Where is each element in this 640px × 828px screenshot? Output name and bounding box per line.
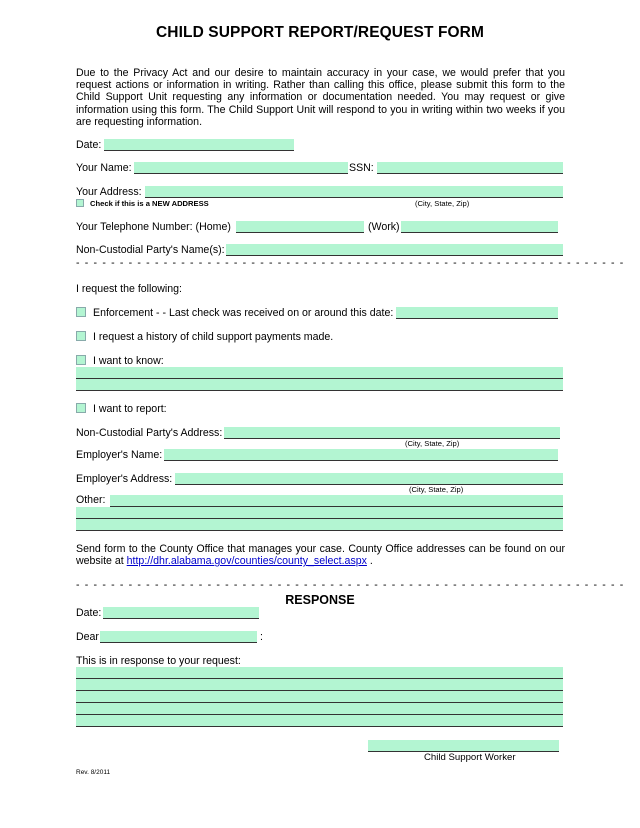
address-field[interactable] (145, 186, 563, 198)
ncp-names-field[interactable] (226, 244, 563, 256)
enforcement-label: Enforcement - - Last check was received on or around this date: (93, 307, 394, 319)
phone-work-field[interactable] (401, 221, 558, 233)
phone-work-label: (Work) (368, 221, 400, 233)
divider-top: - - - - - - - - - - - - - - - - - - - - - - - - - - - - - - - - - - - - - - - - - - - - - - - - - - - - - - - - - - - - - - - (76, 257, 625, 269)
history-checkbox[interactable] (76, 331, 86, 341)
response-line-4[interactable] (76, 703, 563, 715)
dear-colon: : (260, 631, 263, 643)
employer-address-label: Employer's Address: (76, 473, 173, 485)
want-to-know-label: I want to know: (93, 355, 164, 367)
divider-response: - - - - - - - - - - - - - - - - - - - - - - - - - - - - - - - - - - - - - - - - - - - - - - - - - - - - - - - - - - - - - - - (76, 579, 625, 591)
revision-note: Rev. 8/2011 (76, 769, 111, 776)
response-line-3[interactable] (76, 691, 563, 703)
form-title: CHILD SUPPORT REPORT/REQUEST FORM (156, 24, 484, 41)
send-instructions (76, 543, 565, 567)
response-date-label: Date: (76, 607, 102, 619)
name-field[interactable] (134, 162, 348, 174)
send-text: Send form to the County Office that manages your case. County Office addresses can be found on our website at (76, 543, 565, 568)
dear-field[interactable] (100, 631, 257, 643)
city-state-zip-hint: (City, State, Zip) (415, 199, 470, 208)
date-field[interactable] (104, 139, 294, 151)
send-end: . (369, 555, 373, 568)
phone-home-label: Your Telephone Number: (Home) (76, 221, 231, 233)
want-to-report-label: I want to report: (93, 403, 167, 415)
other-field-line-2[interactable] (76, 507, 563, 519)
other-label: Other: (76, 494, 106, 506)
want-to-know-checkbox[interactable] (76, 355, 86, 365)
ssn-field[interactable] (377, 162, 563, 174)
history-label: I request a history of child support payments made. (93, 331, 334, 343)
response-line-5[interactable] (76, 715, 563, 727)
response-text-label: This is in response to your request: (76, 655, 241, 667)
worker-label: Child Support Worker (424, 752, 516, 763)
employer-name-field[interactable] (164, 449, 558, 461)
want-to-know-line-1[interactable] (76, 367, 563, 379)
response-line-2[interactable] (76, 679, 563, 691)
date-label: Date: (76, 139, 102, 151)
response-date-field[interactable] (103, 607, 259, 619)
intro-paragraph: Due to the Privacy Act and our desire to maintain accuracy in your case, we would prefer that you request actions or information in writing. Rather than calling this office, please submit this form to the Child Support Unit requesting any information or documentation needed. You may request or give information using this form. The Child Support Unit will respond to you in writing within two weeks if you are requesting information. (76, 67, 565, 128)
worker-signature-field[interactable] (368, 740, 559, 752)
phone-home-field[interactable] (236, 221, 364, 233)
employer-city-state-zip-hint: (City, State, Zip) (409, 485, 464, 494)
other-field-line-3[interactable] (76, 519, 563, 531)
name-label: Your Name: (76, 162, 132, 174)
ssn-label: SSN: (349, 162, 374, 174)
new-address-label: Check if this is a NEW ADDRESS (90, 199, 209, 208)
last-check-date-field[interactable] (396, 307, 558, 319)
new-address-checkbox[interactable] (76, 199, 84, 207)
ncp-address-field[interactable] (224, 427, 560, 439)
want-to-know-line-2[interactable] (76, 379, 563, 391)
ncp-names-label: Non-Custodial Party's Name(s): (76, 244, 225, 256)
employer-name-label: Employer's Name: (76, 449, 163, 461)
want-to-report-checkbox[interactable] (76, 403, 86, 413)
request-heading: I request the following: (76, 283, 182, 295)
address-label: Your Address: (76, 186, 142, 198)
enforcement-checkbox[interactable] (76, 307, 86, 317)
ncp-address-label: Non-Custodial Party's Address: (76, 427, 223, 439)
response-heading: RESPONSE (285, 593, 355, 607)
response-line-1[interactable] (76, 667, 563, 679)
ncp-city-state-zip-hint: (City, State, Zip) (405, 439, 460, 448)
employer-address-field[interactable] (175, 473, 563, 485)
other-field-line-1[interactable] (110, 495, 563, 507)
dear-label: Dear (76, 631, 99, 643)
county-select-link[interactable]: http://dhr.alabama.gov/counties/county_select.aspx (126, 555, 367, 568)
